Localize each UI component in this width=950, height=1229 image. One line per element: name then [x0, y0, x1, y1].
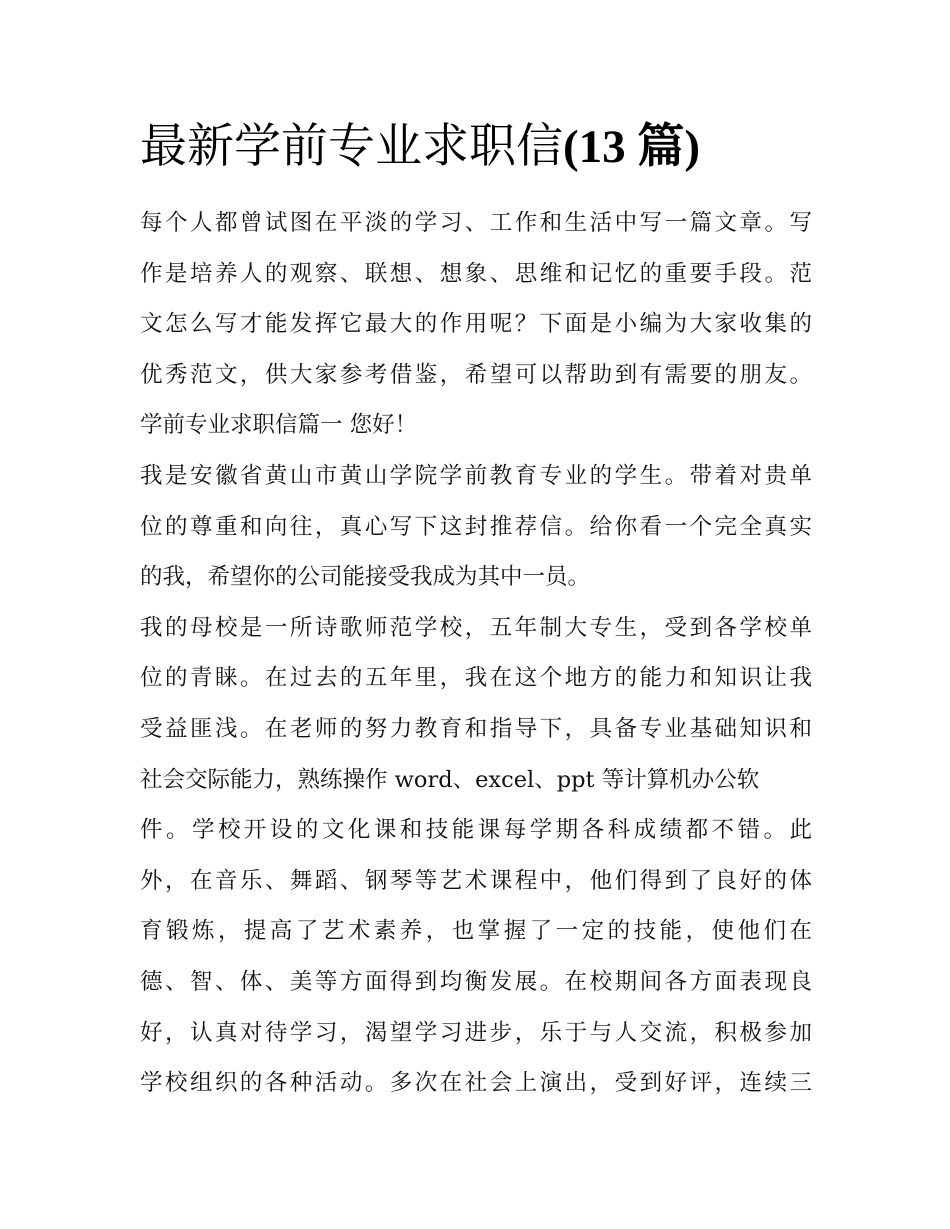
text-line: 优秀范文，供大家参考借鉴，希望可以帮助到有需要的朋友。: [140, 361, 812, 388]
text-line: 文怎么写才能发挥它最大的作用呢？下面是小编为大家收集的: [140, 311, 812, 338]
text-line: 的我，希望你的公司能接受我成为其中一员。: [140, 564, 591, 591]
text-line: 外，在音乐、舞蹈、钢琴等艺术课程中，他们得到了良好的体: [140, 867, 812, 894]
text-line: 位的尊重和向往，真心写下这封推荐信。给你看一个完全真实: [140, 513, 812, 540]
text-line: 位的青睐。在过去的五年里，我在这个地方的能力和知识让我: [140, 665, 812, 692]
text-line: 每个人都曾试图在平淡的学习、工作和生活中写一篇文章。写: [140, 210, 812, 236]
text-line: 学校组织的各种活动。多次在社会上演出，受到好评，连续三: [140, 1070, 812, 1097]
text-line: 社会交际能力，熟练操作 word、excel、ppt 等计算机办公软: [140, 766, 760, 793]
title-main: 最新学前专业求职信: [140, 119, 563, 174]
text-line: 育锻炼，提高了艺术素养，也掌握了一定的技能，使他们在: [140, 918, 812, 945]
text-line: 我的母校是一所诗歌师范学校，五年制大专生，受到各学校单: [140, 614, 812, 641]
document-title: [140, 116, 840, 178]
text-line: 好，认真对待学习，渴望学习进步，乐于与人交流，积极参加: [140, 1019, 812, 1046]
text-line: 我是安徽省黄山市黄山学院学前教育专业的学生。带着对贵单: [140, 462, 812, 489]
text-line: 件。学校开设的文化课和技能课每学期各科成绩都不错。此: [140, 817, 812, 844]
text-line: 受益匪浅。在老师的努力教育和指导下，具备专业基础知识和: [140, 715, 812, 742]
document-body: [140, 198, 812, 1109]
text-line: 作是培养人的观察、联想、想象、思维和记忆的重要手段。范: [140, 260, 812, 287]
title-count: (13 篇): [563, 121, 701, 173]
text-line: 德、智、体、美等方面得到均衡发展。在校期间各方面表现良: [140, 968, 812, 995]
text-line: 学前专业求职信篇一 您好！: [140, 412, 418, 439]
